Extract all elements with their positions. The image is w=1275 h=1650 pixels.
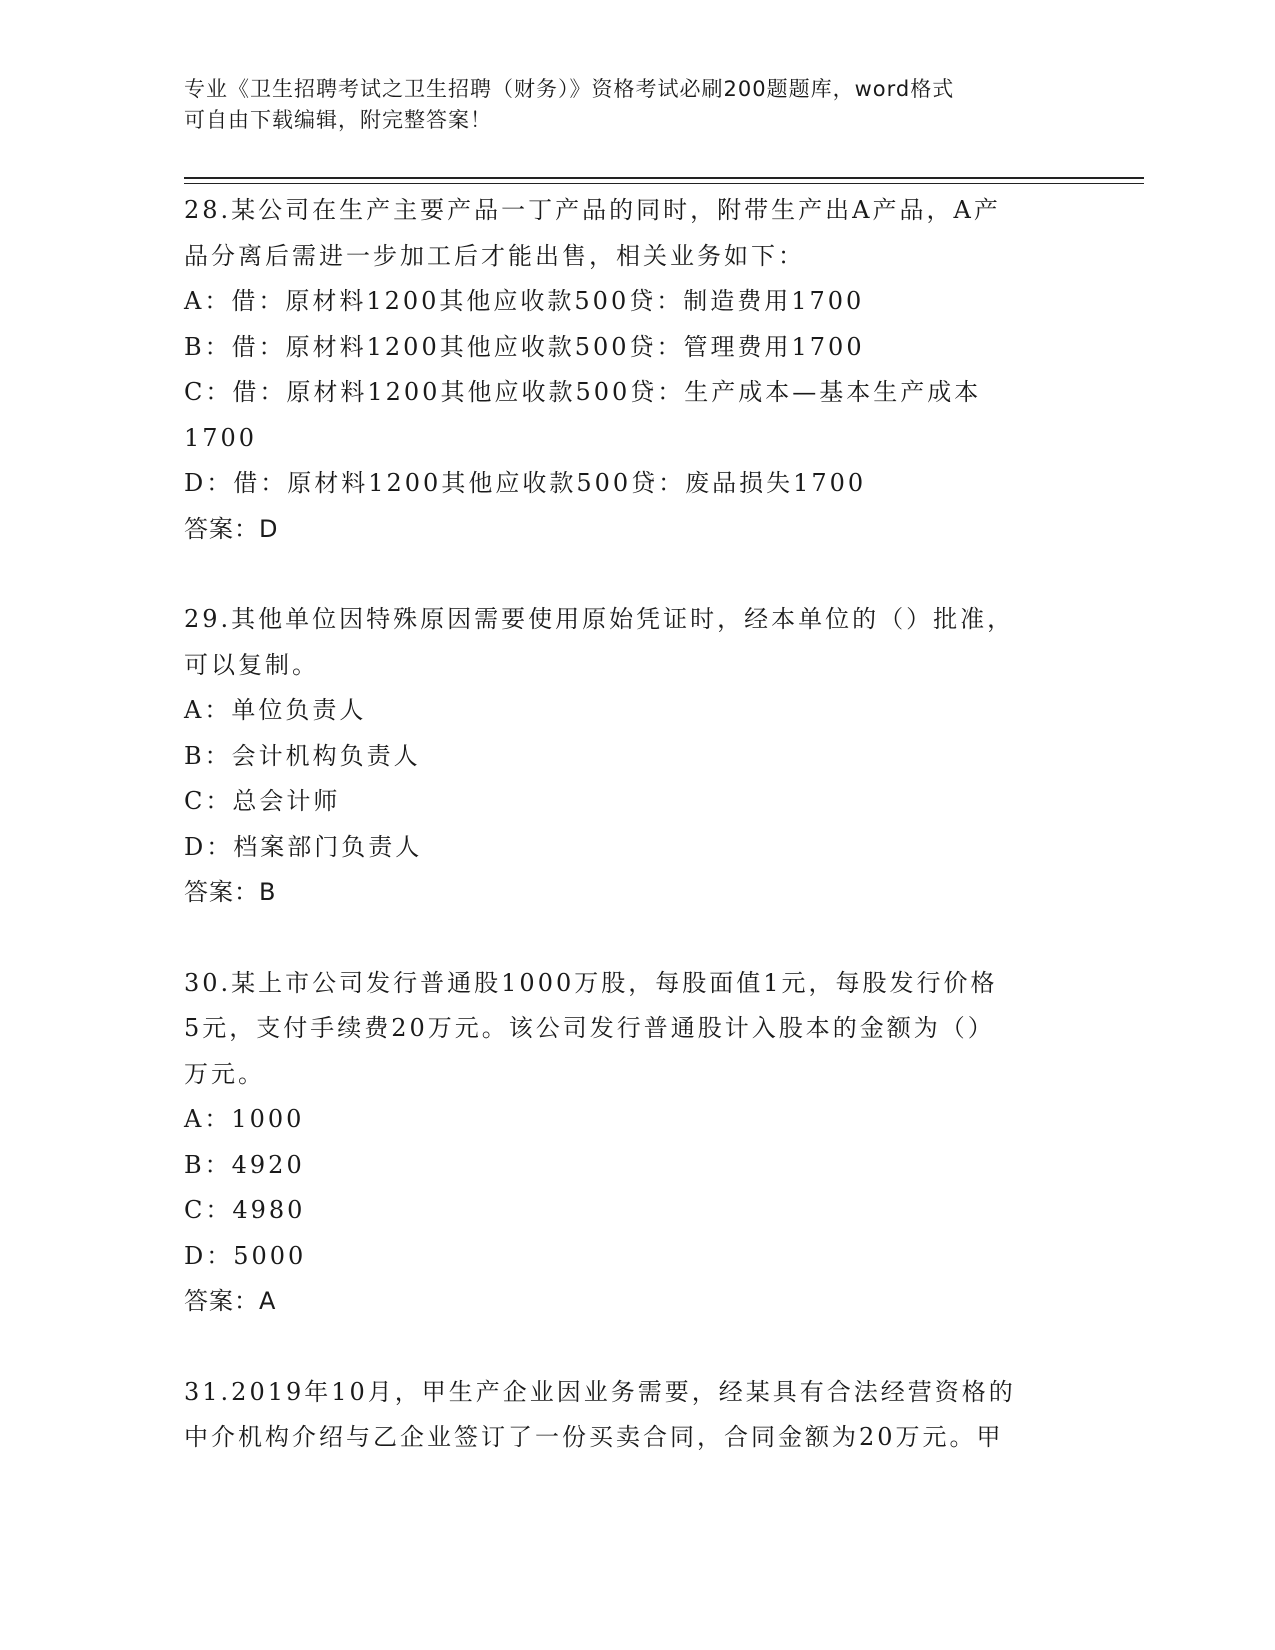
question-option-line: A：借：原材料1200其他应收款500贷：制造费用1700 <box>184 287 865 315</box>
answer-label: 答案：B <box>184 878 277 906</box>
header-line-1: 专业《卫生招聘考试之卫生招聘（财务）》资格考试必刷200题题库，word格式 <box>184 77 955 101</box>
question-stem-line: 5元，支付手续费20万元。该公司发行普通股计入股本的金额为（） <box>184 1014 995 1042</box>
question-stem-line: 31.2019年10月，甲生产企业因业务需要，经某具有合法经营资格的 <box>184 1377 1016 1406</box>
question-stem-line: 中介机构介绍与乙企业签订了一份买卖合同，合同金额为20万元。甲 <box>184 1423 1004 1451</box>
question-block <box>184 188 1064 552</box>
question-option-line: C：借：原材料1200其他应收款500贷：生产成本—基本生产成本 <box>184 378 982 406</box>
question-option-line: D：借：原材料1200其他应收款500贷：废品损失1700 <box>184 469 867 497</box>
document-header <box>184 74 1064 136</box>
header-divider-thick <box>184 177 1144 179</box>
question-stem-line: 28.某公司在生产主要产品一丁产品的同时，附带生产出A产品，A产 <box>184 196 1001 224</box>
question-stem-line: 万元。 <box>184 1059 265 1088</box>
question-option-line: A：单位负责人 <box>184 696 367 724</box>
question-stem-line: 可以复制。 <box>184 650 319 679</box>
question-option-line: D：档案部门负责人 <box>184 832 423 861</box>
answer-label: 答案：A <box>184 1287 277 1315</box>
question-block <box>184 1370 1064 1461</box>
answer-label: 答案：D <box>184 514 279 543</box>
question-stem-line: 29.其他单位因特殊原因需要使用原始凭证时，经本单位的（）批准， <box>184 605 1015 633</box>
question-list <box>184 188 1064 1506</box>
question-option-line: C：4980 <box>184 1196 306 1224</box>
question-option-line: D：5000 <box>184 1241 307 1270</box>
question-block <box>184 597 1064 916</box>
question-stem-line: 品分离后需进一步加工后才能出售，相关业务如下： <box>184 241 805 270</box>
header-line-2: 可自由下载编辑，附完整答案！ <box>184 108 492 132</box>
question-option-line: A：1000 <box>184 1105 305 1133</box>
question-option-line: B：会计机构负责人 <box>184 741 421 770</box>
question-option-line: B：4920 <box>184 1150 305 1179</box>
header-divider-thin <box>184 183 1144 184</box>
question-option-line: 1700 <box>184 423 258 452</box>
question-option-line: C：总会计师 <box>184 787 341 815</box>
question-stem-line: 30.某上市公司发行普通股1000万股，每股面值1元，每股发行价格 <box>184 968 998 997</box>
question-block <box>184 961 1064 1325</box>
question-option-line: B：借：原材料1200其他应收款500贷：管理费用1700 <box>184 332 865 361</box>
